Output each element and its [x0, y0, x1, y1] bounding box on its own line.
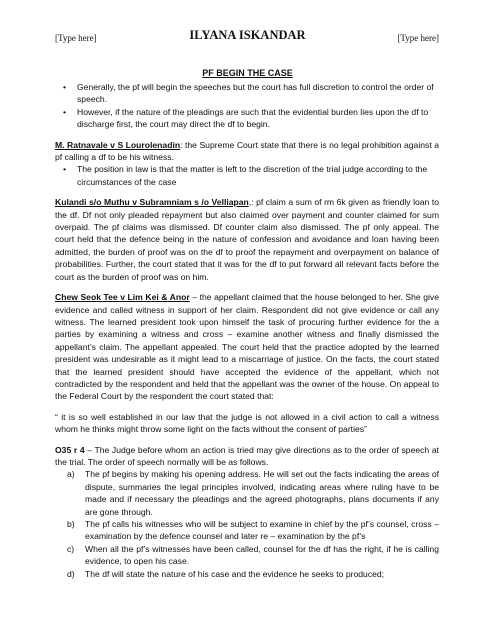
page-header [0, 29, 495, 45]
list-item-text: The pf begins by making his opening address. He will set out the facts indicating the areas of dispute, summaries the legal principles involved, indicating areas where ruling have to be made and if necessary the pleadings and the agreed photographs, plans documents if any are gone through. [85, 469, 439, 517]
list-item: • Generally, the pf will begin the speeches but the court has full discretion to control the order of speech. [55, 81, 439, 106]
header-right-placeholder: [Type here] [397, 33, 439, 43]
case-citation: Chew Seok Tee v Lim Kei & Anor [55, 292, 190, 303]
header-author-name: ILYANA ISKANDAR [189, 28, 306, 42]
list-marker: c) [67, 543, 75, 554]
rule-text: – The Judge before whom an action is tried may give directions as to the order of speech at the trial. The order of speech normally will be as follows. [55, 444, 439, 467]
header-left-placeholder: [Type here] [55, 33, 97, 43]
rule-paragraph-o35 [55, 444, 439, 469]
case-paragraph-kulandi [55, 196, 439, 283]
rule-citation: O35 r 4 [55, 444, 85, 455]
speech-order-list [55, 468, 439, 580]
section-title: PF BEGIN THE CASE [202, 68, 293, 78]
case-citation: M. Ratnavale v S Lourolenadin [55, 139, 181, 150]
case-text: ,: pf claim a sum of rm 6k given as friendly loan to the df. Df not only pleaded repayment but also claimed over payment and counter claimed for sum overpaid. The pf claims was dismissed. Df counter claim also dismissed. The pf only appeal. The court held that the defence being in the nature of confession and avoidance and loan having been admitted, the burden of proof was on the df to proof the repayment and overpayment on balance of probabilities. Further, the court stated that it was for the df to put forward all relevant facts before the court as the burden of proof was on him. [55, 197, 439, 282]
list-item-text: When all the pf’s witnesses have been called, counsel for the df has the right, if he is calling evidence, to open his case. [85, 543, 439, 567]
case-paragraph-ratnavale [55, 139, 439, 164]
list-item [55, 518, 439, 543]
case-paragraph-chew [55, 291, 439, 403]
list-marker: a) [67, 469, 75, 480]
case-text: : the Supreme Court state that there is no legal prohibition against a pf calling a df to be his witness. [55, 139, 439, 163]
list-item-text: The pf calls his witnesses who will be subject to examine in chief by the pf’s counsel, cross – examination by the defence counsel and later re – examination by the pf’s [85, 519, 439, 542]
document-body [55, 81, 439, 580]
list-item [55, 568, 439, 580]
bullet-list-intro [55, 81, 439, 131]
bullet-list-discretion [55, 163, 439, 188]
list-item [55, 468, 439, 518]
list-item [55, 543, 439, 568]
case-citation: Kulandi s/o Muthu v Subramniam s /o Velliapan [55, 197, 249, 208]
list-item-text: The df will state the nature of his case and the evidence he seeks to produced; [85, 568, 385, 579]
list-marker: b) [67, 519, 75, 529]
list-marker: d) [67, 568, 75, 579]
case-text: – the appellant claimed that the house belonged to her. She give evidence and called witness in support of her claim. Respondent did not give evidence or call any witness. The learned president took upon himself the task of procuring further evidence for the a parties by examining a witness and cross – examine another witness and finally dismissed the appellant’s claim. The appellant appealed. The court held that the practice adopted by the learned president was undesirable as it might lead to a miscarriage of justice. On the facts, the court stated that the learned president should have accepted the evidence of the appellant, which not contradicted by the respondent and held that the appellant was the owner of the house. On appeal to the Federal Court by the respondent the court stated that: [55, 292, 439, 402]
list-item: • However, if the nature of the pleadings are such that the evidential burden lies upon the df to discharge first, the court may direct the df to begin. [55, 106, 439, 131]
list-item: • The position in law is that the matter is left to the discretion of the trial judge according to the circumstances of the case [55, 163, 439, 188]
quote-paragraph: “ it is so well established in our law that the judge is not allowed in a civil action to call a witness whom he thinks might throw some light on the facts without the consent of parties” [55, 411, 439, 435]
